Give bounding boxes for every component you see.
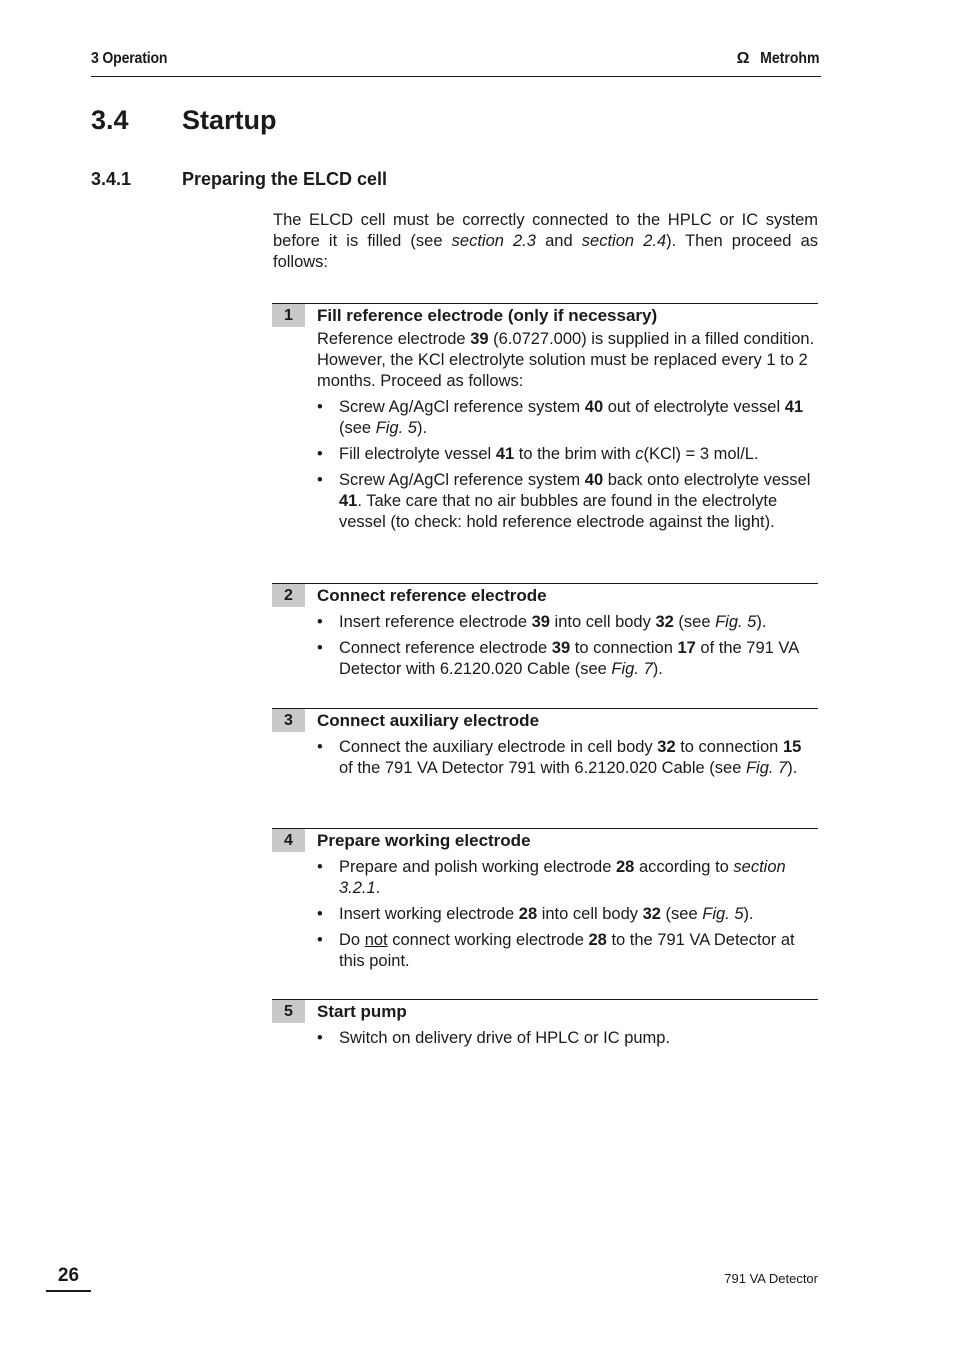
step-paragraph: Reference electrode 39 (6.0727.000) is supplied in a filled condition. However, the KCl electrolyte solution must be replaced every 1 to 2 months. Proceed as follows: bbox=[317, 330, 815, 390]
page-number: 26 bbox=[57, 1265, 80, 1286]
step-title: Connect reference electrode bbox=[317, 585, 547, 605]
subsection-title: Preparing the ELCD cell bbox=[182, 169, 388, 189]
bullet-icon: • bbox=[317, 471, 323, 489]
bullet-icon: • bbox=[317, 905, 323, 923]
brand-name: Metrohm bbox=[760, 50, 820, 67]
bullet-icon: • bbox=[317, 613, 323, 631]
step-number-badge: 1 bbox=[272, 304, 305, 327]
brand-logo bbox=[737, 50, 820, 68]
step-number-badge: 5 bbox=[272, 1000, 305, 1023]
step-list bbox=[317, 857, 818, 972]
intro-paragraph: The ELCD cell must be correctly connected to the HPLC or IC system before it is filled (see section 2.3 and section 2.4). Then proceed as follows: bbox=[273, 211, 818, 271]
list-item: • Prepare and polish working electrode 28 according to section 3.2.1. bbox=[317, 858, 786, 897]
step-list bbox=[317, 737, 818, 779]
bullet-icon: • bbox=[317, 858, 323, 876]
section-title: Startup bbox=[182, 105, 277, 135]
step-number-badge: 4 bbox=[272, 829, 305, 852]
footer-product: 791 VA Detector bbox=[724, 1271, 818, 1286]
subsection-heading bbox=[91, 169, 387, 190]
section-heading bbox=[91, 105, 277, 136]
running-header-section: 3 Operation bbox=[91, 50, 168, 67]
list-item: • Insert reference electrode 39 into cell body 32 (see Fig. 5). bbox=[317, 613, 767, 631]
list-item: • Do not connect working electrode 28 to the 791 VA Detector at this point. bbox=[317, 931, 795, 970]
step-title: Connect auxiliary electrode bbox=[317, 710, 540, 730]
step-5 bbox=[272, 999, 818, 1054]
header-rule bbox=[91, 76, 821, 77]
step-list bbox=[317, 612, 818, 680]
step-number-badge: 2 bbox=[272, 584, 305, 607]
bullet-icon: • bbox=[317, 931, 323, 949]
bullet-icon: • bbox=[317, 445, 323, 463]
subsection-number: 3.4.1 bbox=[91, 169, 132, 189]
bullet-icon: • bbox=[317, 398, 323, 416]
footer-rule bbox=[46, 1290, 91, 1292]
list-item: • Connect reference electrode 39 to connection 17 of the 791 VA Detector with 6.2120.020 Cable (see Fig. 7). bbox=[317, 639, 799, 678]
step-4 bbox=[272, 828, 818, 977]
step-number-badge: 3 bbox=[272, 709, 305, 732]
step-list bbox=[317, 1028, 818, 1049]
step-1 bbox=[272, 303, 818, 538]
list-item: • Screw Ag/AgCl reference system 40 out of electrolyte vessel 41 (see Fig. 5). bbox=[317, 398, 804, 437]
metrohm-symbol-icon: Ω bbox=[736, 50, 750, 67]
list-item: • Fill electrolyte vessel 41 to the brim with c(KCl) = 3 mol/L. bbox=[317, 445, 759, 463]
bullet-icon: • bbox=[317, 738, 323, 756]
step-title: Prepare working electrode bbox=[317, 830, 531, 850]
step-title: Start pump bbox=[317, 1001, 407, 1021]
step-3 bbox=[272, 708, 818, 784]
list-item: • Screw Ag/AgCl reference system 40 back onto electrolyte vessel 41. Take care that no air bubbles are found in the electrolyte vessel (to check: hold reference electrode against the light). bbox=[317, 471, 811, 531]
list-item: • Connect the auxiliary electrode in cell body 32 to connection 15 of the 791 VA Detector 791 with 6.2120.020 Cable (see Fig. 7). bbox=[317, 738, 802, 777]
step-2 bbox=[272, 583, 818, 685]
bullet-icon: • bbox=[317, 1029, 323, 1047]
list-item: • Insert working electrode 28 into cell body 32 (see Fig. 5). bbox=[317, 905, 754, 923]
bullet-icon: • bbox=[317, 639, 323, 657]
section-reference: section 2.4 bbox=[581, 232, 667, 250]
list-item: • Switch on delivery drive of HPLC or IC pump. bbox=[317, 1029, 671, 1047]
step-list bbox=[317, 397, 818, 533]
step-title: Fill reference electrode (only if necessary) bbox=[317, 305, 658, 325]
section-reference: section 2.3 bbox=[451, 232, 536, 250]
section-number: 3.4 bbox=[91, 105, 129, 135]
